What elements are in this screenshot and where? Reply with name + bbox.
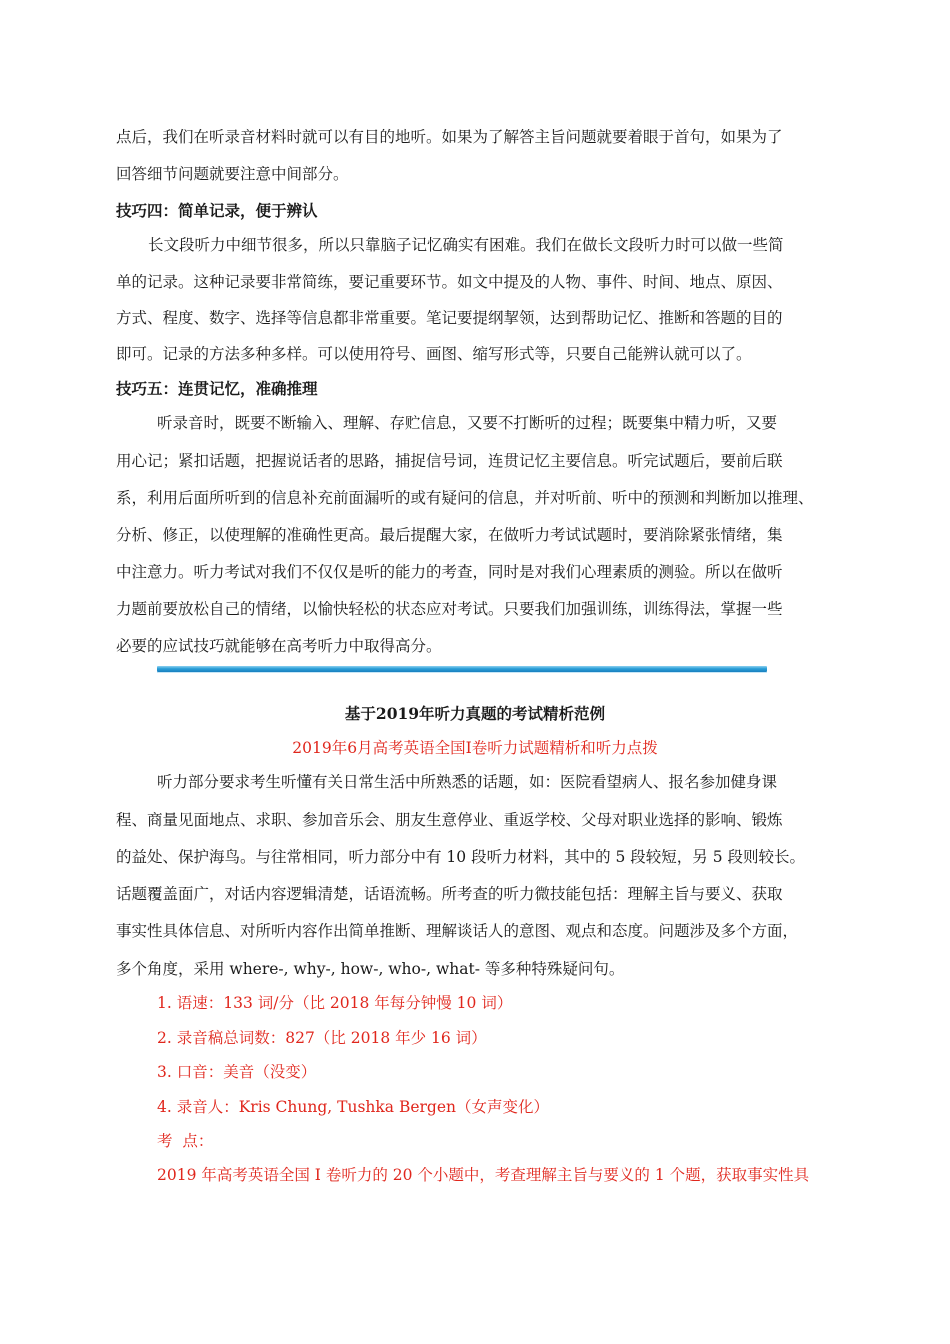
fact-item: 4. 录音人：Kris Chung, Tushka Bergen（女声变化） xyxy=(157,1098,549,1116)
paragraph-line: 单的记录。这种记录要非常简练，要记重要环节。如文中提及的人物、事件、时间、地点、原因、 xyxy=(116,273,783,291)
paragraph-line: 系，利用后面所听到的信息补充前面漏听的或有疑问的信息，并对听前、听中的预测和判断加以推理、 xyxy=(116,489,814,507)
paragraph-line: 程、商量见面地点、求职、参加音乐会、朋友生意停业、重返学校、父母对职业选择的影响、锻炼 xyxy=(116,811,783,829)
tip5-heading: 技巧五：连贯记忆，准确推理 xyxy=(116,379,318,398)
paragraph-line: 事实性具体信息、对所听内容作出简单推断、理解谈话人的意图、观点和态度。问题涉及多个方面， xyxy=(116,922,799,940)
paragraph-line: 分析、修正，以使理解的准确性更高。最后提醒大家，在做听力考试试题时，要消除紧张情绪，集 xyxy=(116,526,783,544)
paragraph-line: 长文段听力中细节很多，所以只靠脑子记忆确实有困难。我们在做长文段听力时可以做一些简 xyxy=(148,236,784,254)
fact-item: 1. 语速：133 词/分（比 2018 年每分钟慢 10 词） xyxy=(157,994,513,1012)
section-subtitle: 2019年6月高考英语全国I卷听力试题精析和听力点拨 xyxy=(292,739,658,757)
paragraph-line: 的益处、保护海鸟。与往常相同，听力部分中有 10 段听力材料，其中的 5 段较短，另 5 段则较长。 xyxy=(116,848,806,866)
paragraph-line: 中注意力。听力考试对我们不仅仅是听的能力的考查，同时是对我们心理素质的测验。所以在做听 xyxy=(116,563,783,581)
section-title: 基于2019年听力真题的考试精析范例 xyxy=(344,704,606,723)
fact-item: 3. 口音：美音（没变） xyxy=(157,1063,317,1081)
paragraph-line: 听录音时，既要不断输入、理解、存贮信息，又要不打断听的过程；既要集中精力听，又要 xyxy=(157,414,778,432)
paragraph-line: 即可。记录的方法多种多样。可以使用符号、画图、缩写形式等，只要自己能辨认就可以了。 xyxy=(116,345,752,363)
paragraph-line: 方式、程度、数字、选择等信息都非常重要。笔记要提纲挈领，达到帮助记忆、推断和答题的目的 xyxy=(116,309,783,327)
paragraph-line: 听力部分要求考生听懂有关日常生活中所熟悉的话题，如：医院看望病人、报名参加健身课 xyxy=(157,773,778,791)
tip4-heading: 技巧四：简单记录，便于辨认 xyxy=(116,201,318,220)
fact-item: 2. 录音稿总词数：827（比 2018 年少 16 词） xyxy=(157,1029,487,1047)
paragraph-line: 力题前要放松自己的情绪，以愉快轻松的状态应对考试。只要我们加强训练，训练得法，掌握一些 xyxy=(116,600,783,618)
paragraph-line: 点后，我们在听录音材料时就可以有目的地听。如果为了解答主旨问题就要着眼于首句，如果为了 xyxy=(116,128,783,146)
paragraph-line: 多个角度，采用 where-, why-, how-, who-, what- 等多种特殊疑问句。 xyxy=(116,960,625,978)
kaodian-label: 考 点： xyxy=(157,1132,214,1150)
section-divider xyxy=(157,666,767,672)
kaodian-text: 2019 年高考英语全国 I 卷听力的 20 个小题中，考查理解主旨与要义的 1 个题，获取事实性具 xyxy=(157,1166,810,1184)
paragraph-line: 话题覆盖面广，对话内容逻辑清楚，话语流畅。所考查的听力微技能包括：理解主旨与要义、获取 xyxy=(116,885,783,903)
paragraph-line: 必要的应试技巧就能够在高考听力中取得高分。 xyxy=(116,637,442,655)
paragraph-line: 用心记；紧扣话题，把握说话者的思路，捕捉信号词，连贯记忆主要信息。听完试题后，要前后联 xyxy=(116,452,783,470)
paragraph-line: 回答细节问题就要注意中间部分。 xyxy=(116,165,349,183)
